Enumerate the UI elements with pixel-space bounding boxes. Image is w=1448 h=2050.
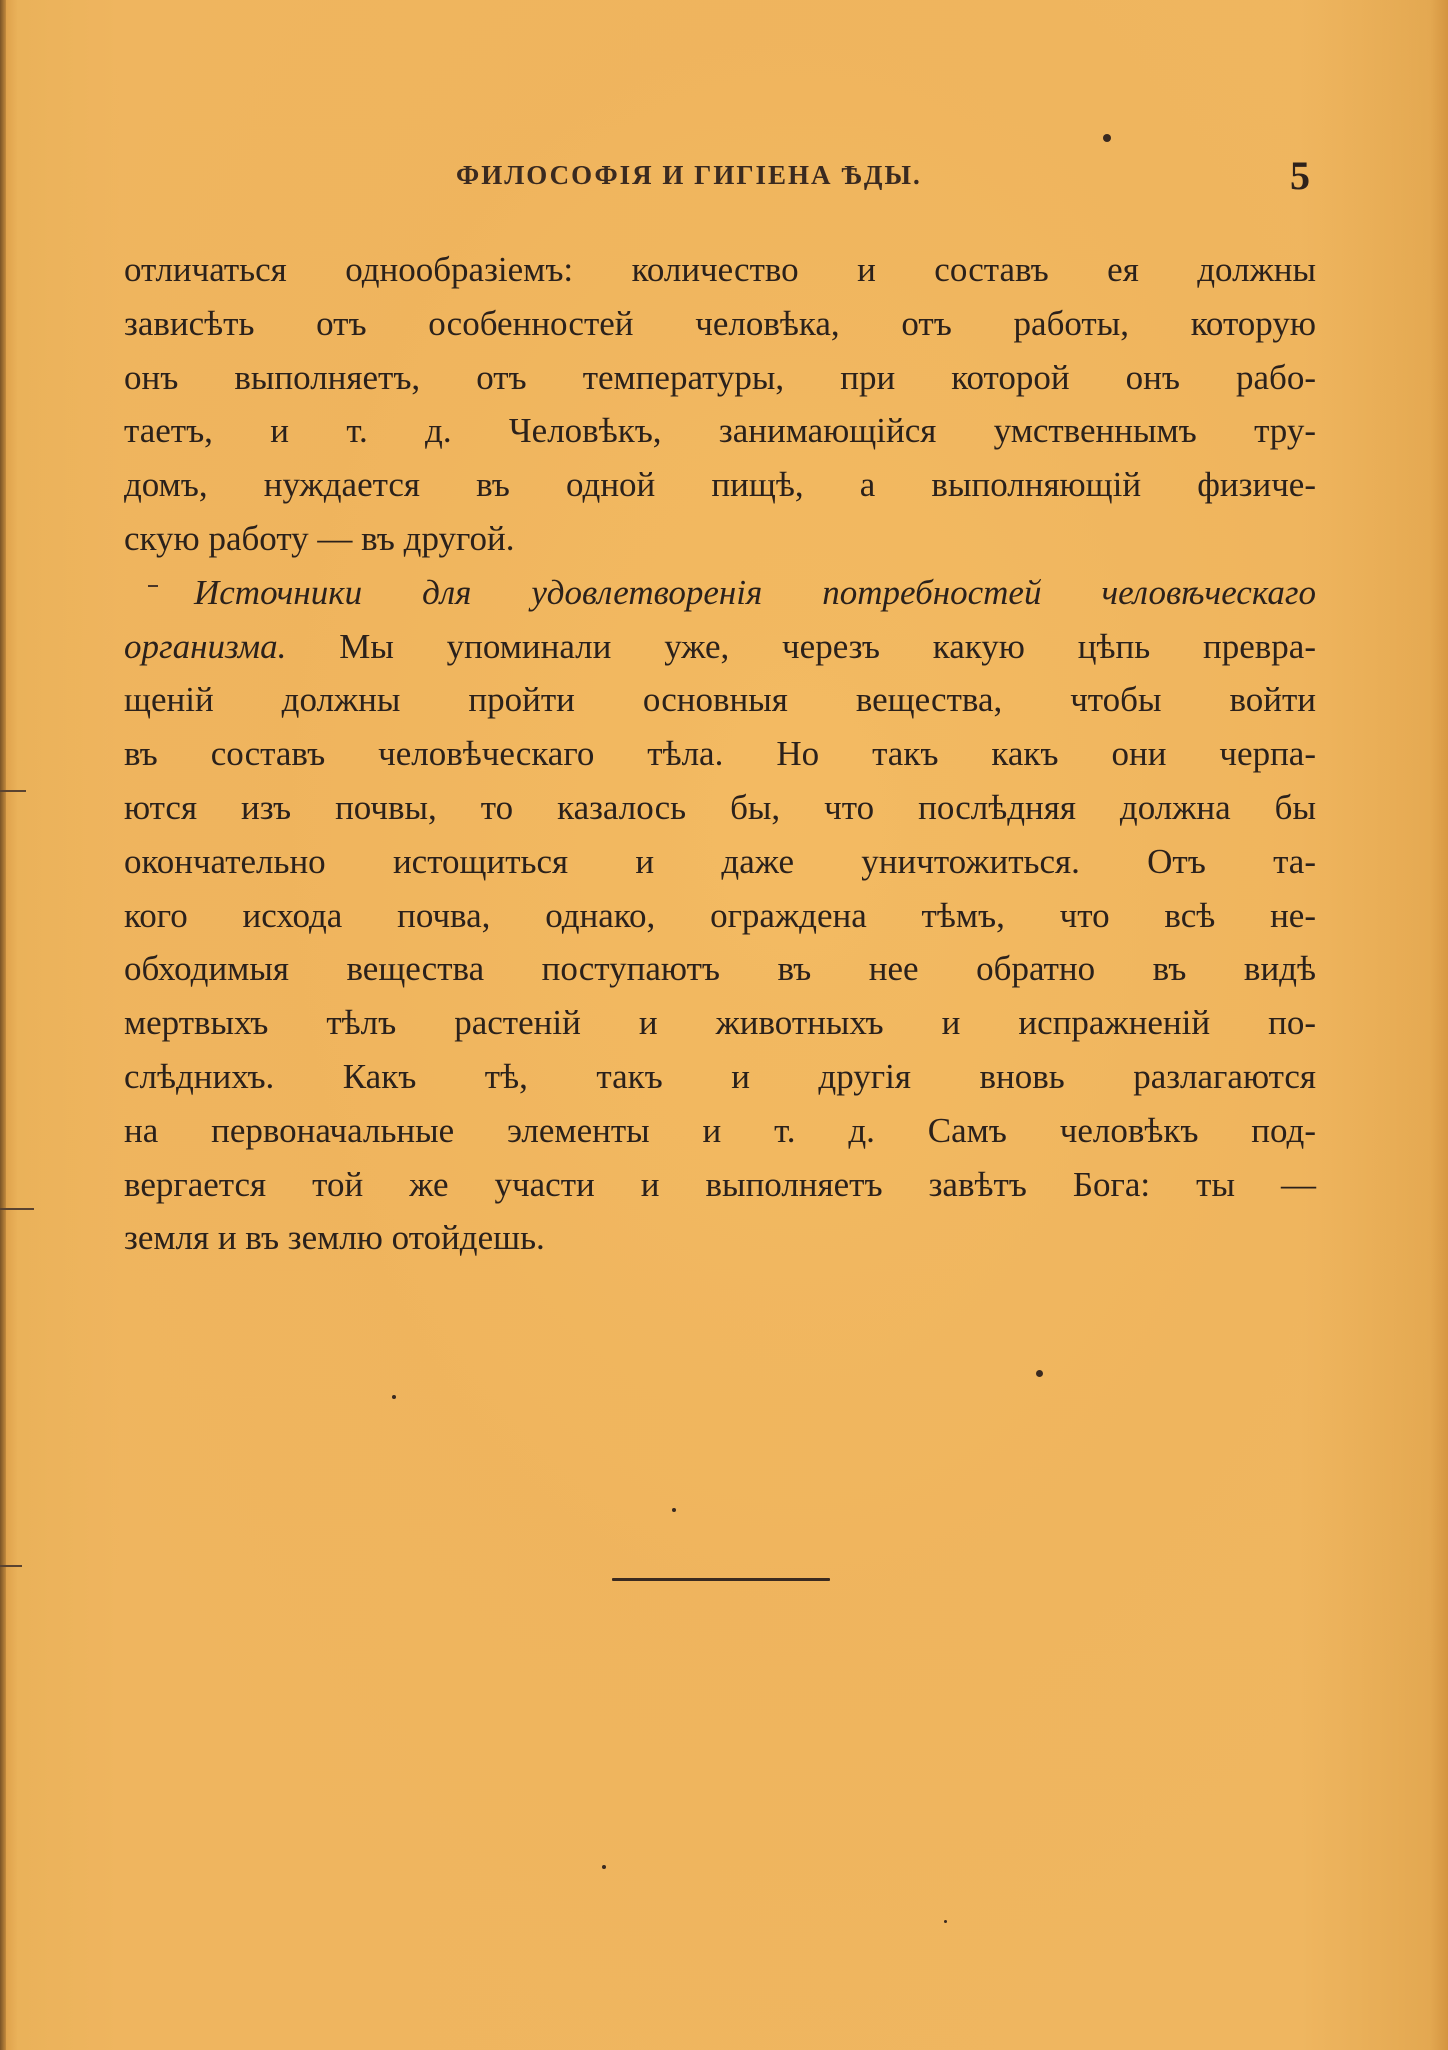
text-line: скую работу — въ другой. [124, 518, 515, 558]
text-line: зависѣть отъ особенностей человѣка, отъ работы, которую [124, 303, 1316, 343]
paragraph-mark [148, 585, 158, 587]
running-head [150, 153, 1310, 198]
text-line: кого исхода почва, однако, ограждена тѣмъ, что всѣ не- [124, 895, 1316, 935]
text-line: таетъ, и т. д. Человѣкъ, занимающійся умственнымъ тру- [124, 411, 1316, 451]
text-line: вергается той же участи и выполняетъ завѣтъ Бога: ты — [124, 1164, 1316, 1204]
edge-mark [0, 1208, 34, 1210]
text-line: отличаться однообразіемъ: количество и составъ ея должны [124, 250, 1316, 289]
text-line: домъ, нуждается въ одной пищѣ, а выполняющій физиче- [124, 465, 1316, 505]
ink-speck [602, 1865, 606, 1869]
text-line: на первоначальные элементы и т. д. Самъ человѣкъ под- [124, 1110, 1316, 1150]
text-line: мертвыхъ тѣлъ растеній и животныхъ и испражненій по- [124, 1003, 1316, 1043]
ink-speck [1036, 1370, 1043, 1377]
ink-speck [944, 1920, 947, 1923]
running-title: ФИЛОСОФІЯ И ГИГІЕНА ѢДЫ. [456, 160, 922, 190]
edge-mark [0, 1565, 22, 1567]
ink-speck [1103, 134, 1111, 142]
edge-mark [0, 790, 26, 792]
text-line: онъ выполняетъ, отъ температуры, при которой онъ рабо- [124, 357, 1316, 397]
text-line: земля и въ землю отойдешь. [124, 1218, 545, 1258]
page-number: 5 [1290, 153, 1310, 198]
text-line: слѣднихъ. Какъ тѣ, такъ и другія вновь разлагаются [124, 1056, 1316, 1096]
page-binding-edge [0, 0, 6, 2050]
section-heading: Источники для удовлетворенія потребностей человѣческаго [194, 572, 1316, 612]
text-line [124, 620, 1316, 674]
text-line: щеній должны пройти основныя вещества, чтобы войти [124, 680, 1316, 720]
section-first-line-text: Мы упоминали уже, черезъ какую цѣпь превра- [286, 626, 1316, 666]
text-line: окончательно истощиться и даже уничтожиться. Отъ та- [124, 841, 1316, 881]
text-line: ются изъ почвы, то казалось бы, что послѣдняя должна бы [124, 787, 1316, 827]
section-heading-continuation: организма. [124, 626, 287, 666]
ink-speck [392, 1395, 396, 1399]
end-rule [612, 1578, 830, 1581]
body-text [124, 243, 1316, 1265]
text-line: обходимыя вещества поступаютъ въ нее обратно въ видѣ [124, 949, 1316, 989]
ink-speck [672, 1508, 676, 1512]
text-line: въ составъ человѣческаго тѣла. Но такъ какъ они черпа- [124, 734, 1316, 774]
